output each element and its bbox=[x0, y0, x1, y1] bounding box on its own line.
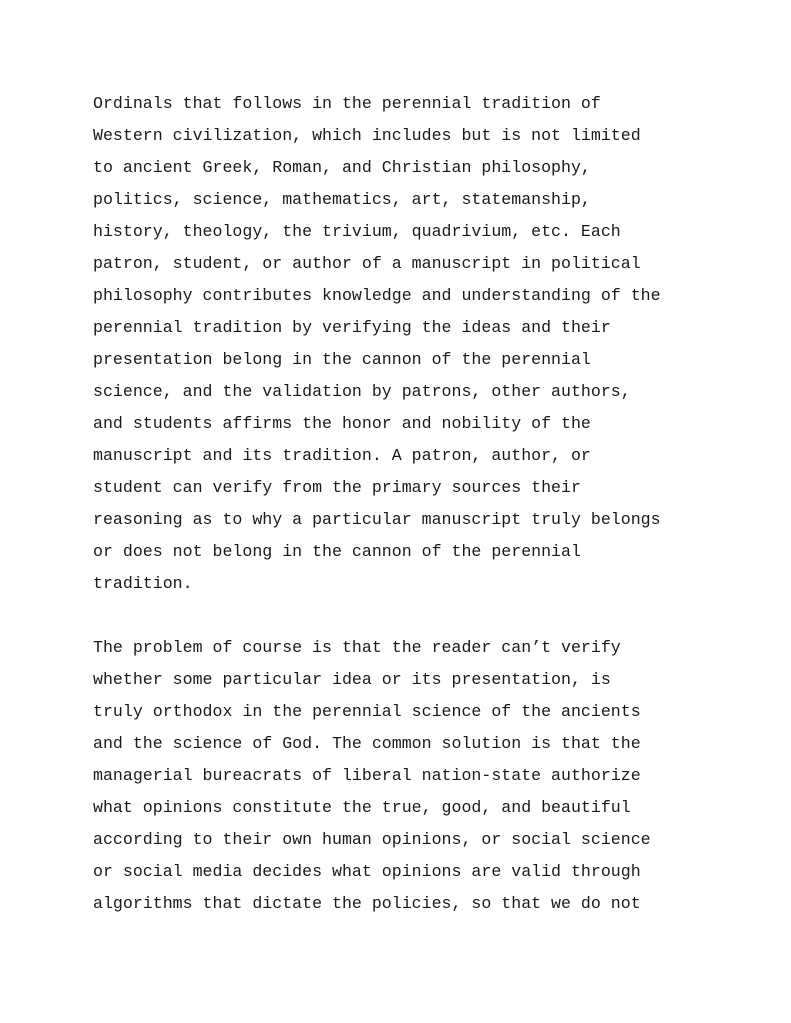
text-line: whether some particular idea or its presentation, is bbox=[93, 670, 611, 689]
text-line: perennial tradition by verifying the ideas and their bbox=[93, 318, 611, 337]
text-line: science, and the validation by patrons, other authors, bbox=[93, 382, 631, 401]
text-line: or does not belong in the cannon of the perennial bbox=[93, 542, 581, 561]
text-line: The problem of course is that the reader can’t verify bbox=[93, 638, 621, 657]
text-line: to ancient Greek, Roman, and Christian philosophy, bbox=[93, 158, 591, 177]
text-line: what opinions constitute the true, good, and beautiful bbox=[93, 798, 631, 817]
text-line: truly orthodox in the perennial science of the ancients bbox=[93, 702, 641, 721]
text-line: politics, science, mathematics, art, statemanship, bbox=[93, 190, 591, 209]
text-line: manuscript and its tradition. A patron, author, or bbox=[93, 446, 591, 465]
text-line: student can verify from the primary sources their bbox=[93, 478, 581, 497]
text-line: Ordinals that follows in the perennial tradition of bbox=[93, 94, 601, 113]
paragraph-2 bbox=[93, 632, 733, 920]
text-line: reasoning as to why a particular manuscript truly belongs bbox=[93, 510, 661, 529]
text-line: managerial bureacrats of liberal nation-state authorize bbox=[93, 766, 641, 785]
text-line: according to their own human opinions, or social science bbox=[93, 830, 651, 849]
paragraph-spacer bbox=[93, 600, 733, 632]
text-line: patron, student, or author of a manuscript in political bbox=[93, 254, 641, 273]
text-line: presentation belong in the cannon of the perennial bbox=[93, 350, 591, 369]
text-line: Western civilization, which includes but is not limited bbox=[93, 126, 641, 145]
text-line: algorithms that dictate the policies, so that we do not bbox=[93, 894, 641, 913]
text-line: and the science of God. The common solution is that the bbox=[93, 734, 641, 753]
text-line: and students affirms the honor and nobility of the bbox=[93, 414, 591, 433]
paragraph-1 bbox=[93, 88, 733, 600]
text-line: philosophy contributes knowledge and understanding of the bbox=[93, 286, 661, 305]
text-line: or social media decides what opinions are valid through bbox=[93, 862, 641, 881]
text-line: tradition. bbox=[93, 574, 193, 593]
text-line: history, theology, the trivium, quadrivium, etc. Each bbox=[93, 222, 621, 241]
document-body bbox=[93, 88, 733, 920]
